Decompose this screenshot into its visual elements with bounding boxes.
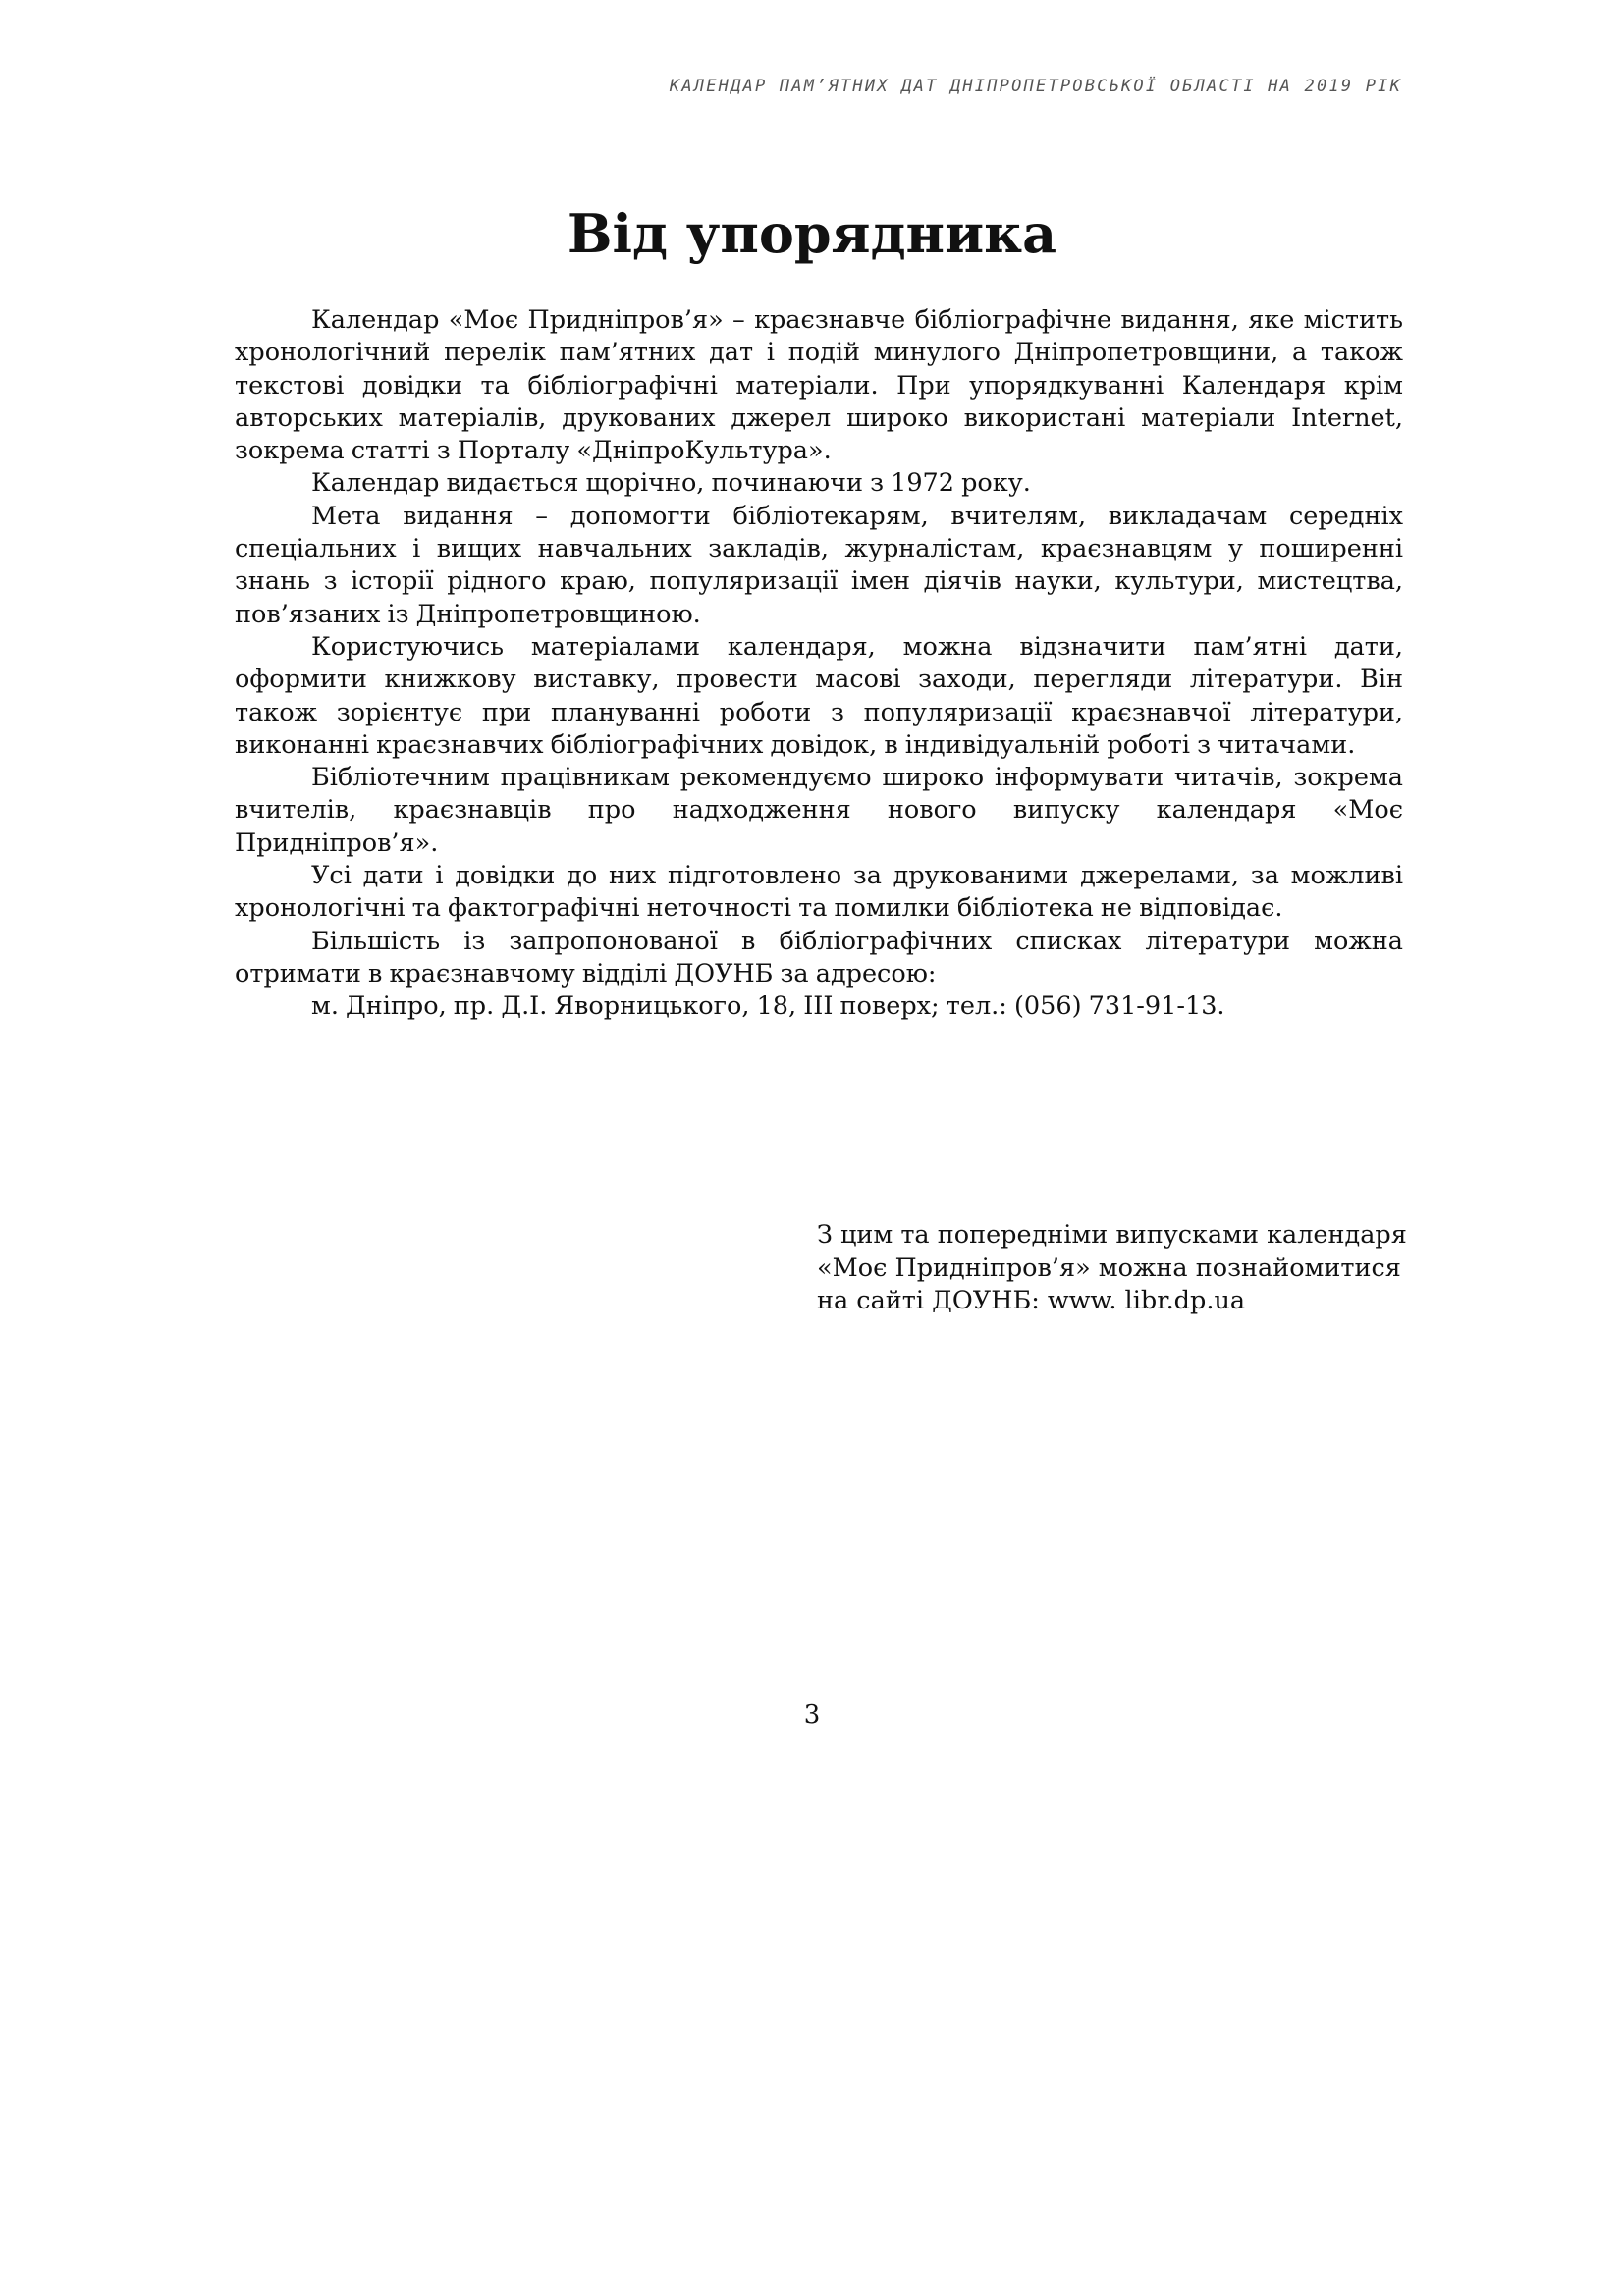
paragraph-usage: Користуючись матеріалами календаря, можна відзначити пам’ятні дати, оформити книжкову виставку, провести масові заходи, перегляди літератури. Він також зорієнтує при плануванні роботи з популяризації краєзнавчої літератури, виконанні краєзнавчих бібліографічних довідок, в індивідуальній роботі з читачами.: [235, 631, 1403, 760]
paragraph-availability: Більшість із запропонованої в бібліографічних списках літератури можна отримати в краєзнавчому відділі ДОУНБ за адресою:: [235, 926, 1403, 988]
paragraph-recommendation: Бібліотечним працівникам рекомендуємо широко інформувати читачів, зокрема вчителів, краєзнавців про надходження нового випуску календаря «Моє Придніпров’я».: [235, 763, 1403, 858]
body-text: [235, 304, 1403, 1024]
website-note: [817, 1219, 1426, 1318]
note-line: на сайті ДОУНБ: www. libr.dp.ua: [817, 1286, 1246, 1315]
running-header: КАЛЕНДАР ПАМ’ЯТНИХ ДАТ ДНІПРОПЕТРОВСЬКОЇ ОБЛАСТІ НА 2019 РІК: [669, 77, 1402, 96]
page-number: 3: [803, 1700, 821, 1730]
note-line: «Моє Придніпров’я» можна познайомитися: [817, 1253, 1401, 1283]
paragraph-intro: Календар «Моє Придніпров’я» – краєзнавче бібліографічне видання, яке містить хронологічний перелік пам’ятних дат і подій минулого Дніпропетровщини, а також текстові довідки та бібліографічні матеріали. При упорядкуванні Календаря крім авторських матеріалів, друкованих джерел широко використані матеріали Internet, зокрема статті з Порталу «ДніпроКультура».: [235, 305, 1403, 466]
page-title: Від упорядника: [567, 202, 1057, 265]
note-line: З цим та попередніми випусками календаря: [817, 1220, 1407, 1250]
paragraph-disclaimer: Усі дати і довідки до них підготовлено за друкованими джерелами, за можливі хронологічні та фактографічні неточності та помилки бібліотека не відповідає.: [235, 861, 1403, 924]
paragraph-address: м. Дніпро, пр. Д.І. Яворницького, 18, ІІІ поверх; тел.: (056) 731-91-13.: [311, 991, 1225, 1022]
paragraph-frequency: Календар видається щорічно, починаючи з 1972 року.: [311, 468, 1031, 499]
paragraph-purpose: Мета видання – допомогти бібліотекарям, вчителям, викладачам середніх спеціальних і вищих навчальних закладів, журналістам, краєзнавцям у поширенні знань з історії рідного краю, популяризації імен діячів науки, культури, мистецтва, пов’язаних із Дніпропетровщиною.: [235, 501, 1403, 629]
